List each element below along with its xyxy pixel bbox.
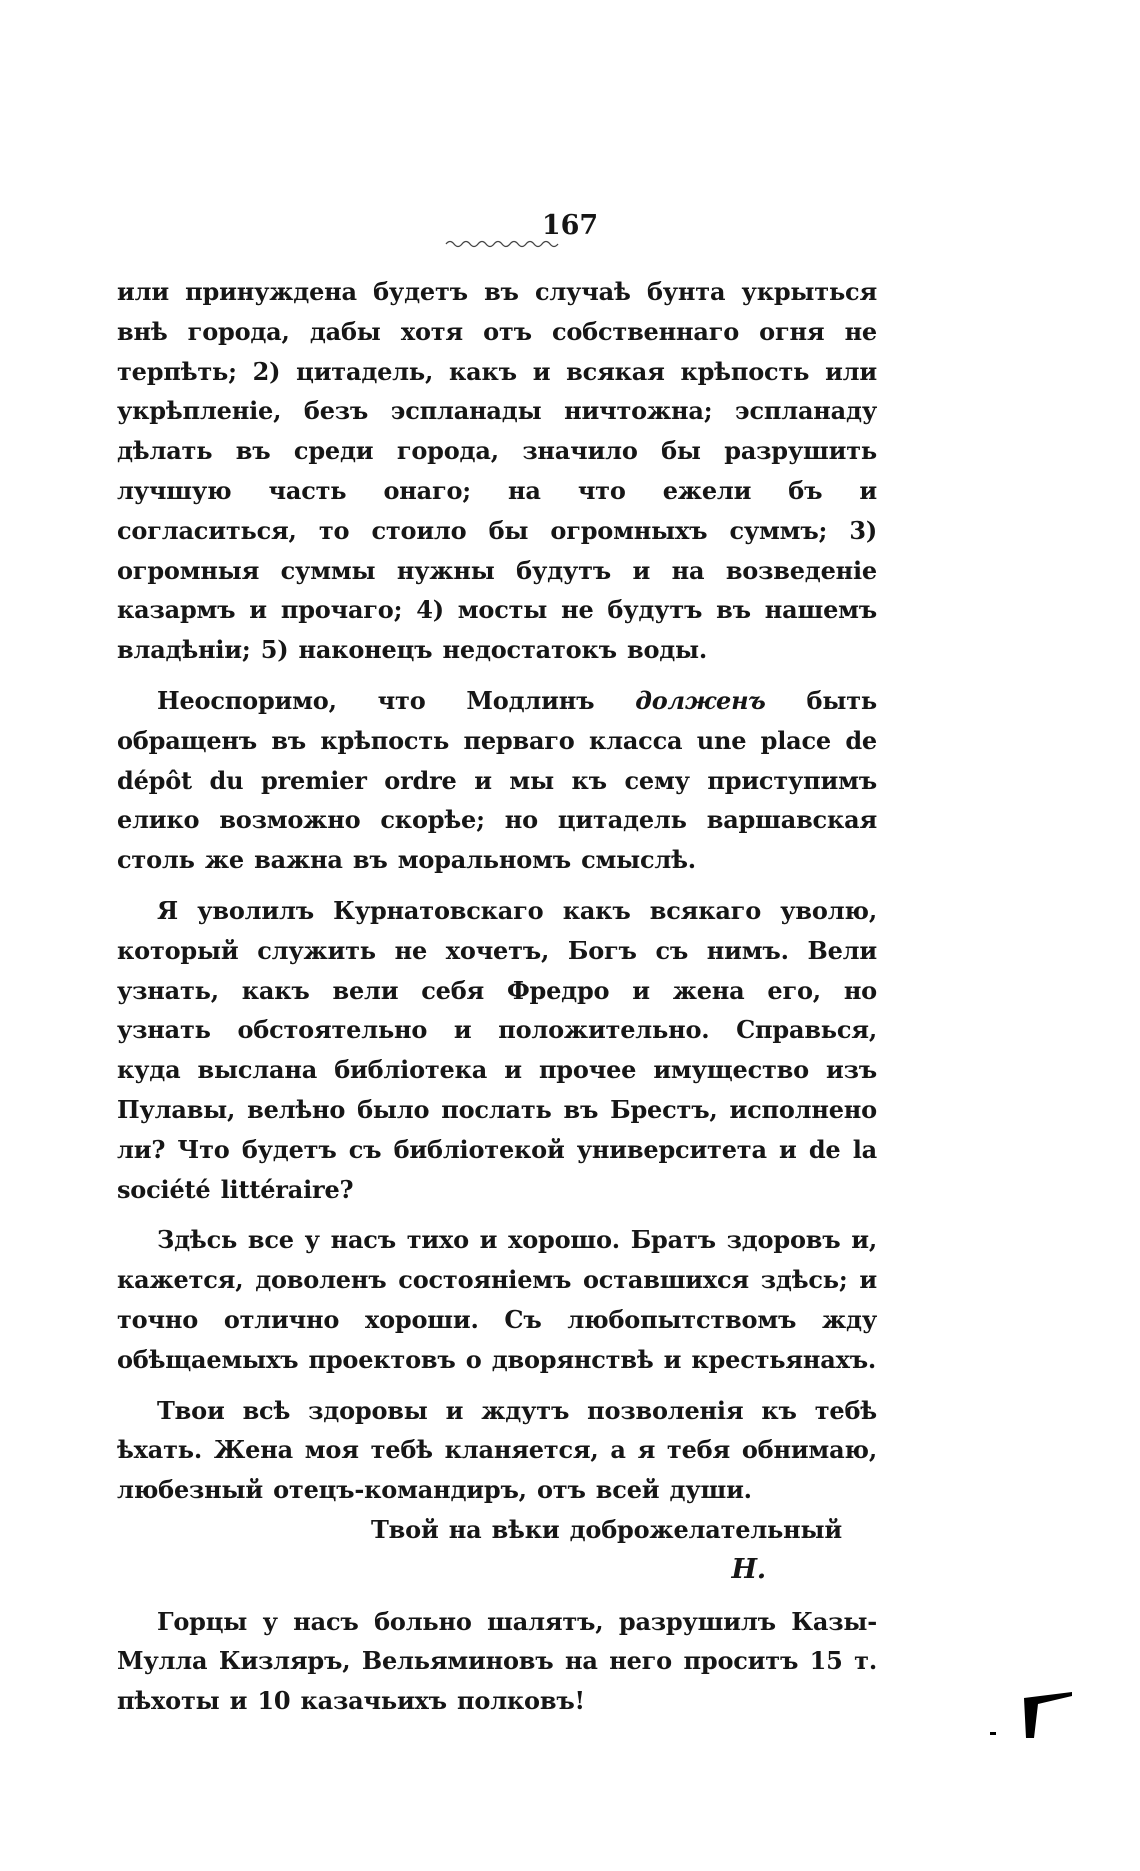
paragraph-2-start: Неоспоримо, что Модлинъ <box>157 685 636 715</box>
paragraph-1: или принуждена будетъ въ случаѣ бунта укрыться внѣ города, дабы хотя отъ собственнаго огня не терпѣть; 2) цитадель, какъ и всякая крѣпость или укрѣпленіе, безъ эспланады ничтожна; эспланаду дѣлать въ среди города, значило бы разрушить лучшую часть онаго; на что ежели бъ и согласиться, то стоило бы огромныхъ суммъ; 3) огромныя суммы нужны будутъ и на возведеніе казармъ и прочаго; 4) мосты не будутъ въ нашемъ владѣніи; 5) наконецъ недостатокъ воды. <box>117 277 877 665</box>
paragraph-4: Здѣсь все у насъ тихо и хорошо. Братъ здоровъ и, кажется, доволенъ состояніемъ оставшихся здѣсь; и точно отлично хороши. Съ любопытствомъ жду обѣщаемыхъ проектовъ о дворянствѣ и крестьянахъ. <box>117 1225 877 1374</box>
page-number: 167 <box>541 210 599 241</box>
postscript: Горцы у насъ больно шалятъ, разрушилъ Казы-Мулла Кизляръ, Вельяминовъ на него проситъ 15 т. пѣхоты и 10 казачьихъ полковъ! <box>117 1606 877 1716</box>
paragraph-2 <box>117 681 877 880</box>
paragraph-3: Я уволилъ Курнатовскаго какъ всякаго уволю, который служить не хочетъ, Богъ съ нимъ. Вели узнать, какъ вели себя Фредро и жена его, но узнать обстоятельно и положительно. Справься, куда выслана библіотека и прочее имущество изъ Пулавы, велѣно было послать въ Брестъ, исполнено ли? Что будетъ съ библіотекой университета и de la société littéraire? <box>117 895 877 1204</box>
closing-line: Твой на вѣки доброжелательный <box>371 1514 842 1544</box>
paragraph-5: Твои всѣ здоровы и ждутъ позволенія къ тебѣ ѣхать. Жена моя тебѣ кланяется, а я тебя обнимаю, любезный отецъ-командиръ, отъ всей души. <box>117 1395 877 1505</box>
scan-corner-mark <box>982 1676 1092 1766</box>
letter-body <box>117 272 877 1732</box>
paragraph-2-end: быть обращенъ въ крѣпость перваго класса une place de dépôt du premier ordre и мы къ сему приступимъ елико возможно скорѣе; но цитадель варшавская столь же важна въ моральномъ смыслѣ. <box>117 685 877 875</box>
signature-initial: Н. <box>731 1553 766 1585</box>
decorative-rule <box>444 238 564 248</box>
emphasized-word: долженъ <box>635 685 766 715</box>
